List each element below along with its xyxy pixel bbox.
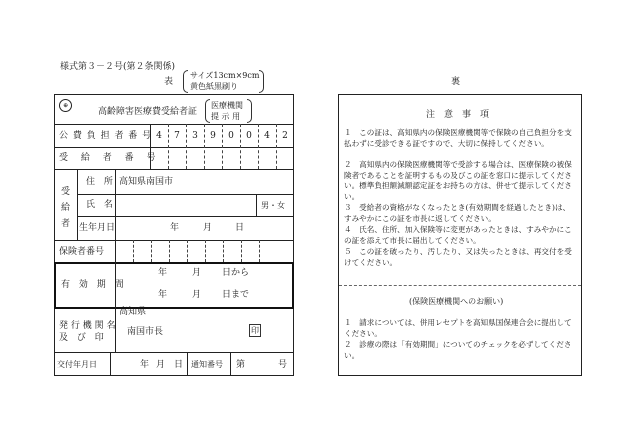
gender-value: 男・女 xyxy=(261,201,285,210)
birth-month: 月 xyxy=(203,223,213,233)
payer-digit: 0 xyxy=(228,130,234,141)
validity-from-year: 年 xyxy=(158,268,168,278)
notice-dai: 第 xyxy=(236,360,246,370)
payer-digit: 4 xyxy=(264,130,270,141)
validity-from-month: 月 xyxy=(192,268,202,278)
note-item: ４ 氏名、住所、加入保険等に変更があったときは、すみやかにこの証を添えて市長に届出してください。 xyxy=(344,225,572,245)
address-value: 高知県南国市 xyxy=(119,177,174,187)
divider xyxy=(339,285,581,286)
request-title: (保険医療機関へのお願い) xyxy=(409,297,504,306)
birth-year: 年 xyxy=(170,223,180,233)
size-note-bracket-left xyxy=(183,70,188,93)
birth-day: 日 xyxy=(235,223,245,233)
size-note: サイズ13cm×9cm xyxy=(190,71,260,80)
form-number: 様式第３－２号(第２条関係) xyxy=(60,62,176,72)
payer-digit: 9 xyxy=(210,130,216,141)
seal-mark: 印 xyxy=(251,326,259,335)
payer-digit: 0 xyxy=(246,130,252,141)
city-emblem-icon: ⊕ xyxy=(59,99,72,112)
note-item: ２ 高知県内の保険医療機関等で受診する場合は、医療保険の被保険者であることを証明するもの及びこの証を窓口に提示してください。標準負担額減額認定証をお持ちの方は、併せて提示してください。 xyxy=(344,160,572,201)
validity-label: 有 効 期 間 xyxy=(61,280,127,290)
note-item: ５ この証を破ったり、汚したり、又は失ったときは、再交付を受けてください。 xyxy=(344,247,572,267)
recipient-number-label: 受 給 者 番 号 xyxy=(59,153,161,163)
payer-number-label: 公 費 負 担 者 番 号 xyxy=(59,131,153,141)
card-title: 高齢障害医療費受給者証 xyxy=(98,107,198,117)
name-label: 氏 名 xyxy=(86,200,116,210)
payer-digit: 7 xyxy=(174,130,180,141)
present-note-bracket-left xyxy=(205,99,210,123)
issuer-label-1: 発 行 機 関 名 xyxy=(59,321,116,331)
request-item: １ 請求については、併用レセプトを高知県国保連合会に提出してください。 xyxy=(344,318,572,338)
note-item: ３ 受給者の資格がなくなったとき(有効期間を経過したとき)は、すみやかにこの証を市長に返してください。 xyxy=(344,203,571,223)
payer-digit: 2 xyxy=(282,130,288,141)
issue-year: 年 xyxy=(140,360,150,370)
note-item: １ この証は、高知県内の保険医療機関等で保険の自己負担分を支払わずに受診できる証ですので、大切に保持してください。 xyxy=(344,128,572,148)
issuer-pref: 高知県 xyxy=(119,307,147,317)
issue-day: 日 xyxy=(174,360,184,370)
size-note-bracket-right xyxy=(259,70,264,93)
present-note-bracket-right xyxy=(247,99,252,123)
present-note-2: 提 示 用 xyxy=(211,112,241,121)
insurer-number-label: 保険者番号 xyxy=(59,247,105,257)
birthdate-label: 生年月日 xyxy=(79,223,116,233)
payer-digit: 3 xyxy=(192,130,198,141)
recipient-group-label: 受 給 者 xyxy=(61,187,71,229)
issuer-mayor: 南国市長 xyxy=(127,327,164,337)
issuer-label-2: 及 び 印 xyxy=(59,333,107,343)
validity-to-month: 月 xyxy=(192,290,202,300)
issue-month: 月 xyxy=(156,360,166,370)
issue-date-label: 交付年月日 xyxy=(57,360,97,369)
notice-number-label: 通知番号 xyxy=(191,360,223,369)
request-item: ２ 診療の際は「有効期間」についてのチェックを必ずしてください。 xyxy=(344,340,572,360)
paper-note: 黄色紙黒刷り xyxy=(190,82,238,91)
front-label: 表 xyxy=(164,77,174,87)
validity-to-year: 年 xyxy=(158,290,168,300)
notes-title: 注 意 事 項 xyxy=(426,110,490,120)
validity-to-day: 日まで xyxy=(222,290,250,300)
payer-digit: 4 xyxy=(156,130,162,141)
address-label: 住 所 xyxy=(86,177,116,187)
validity-from-day: 日から xyxy=(222,268,250,278)
present-note-1: 医療機関 xyxy=(211,101,243,110)
notice-go: 号 xyxy=(278,360,288,370)
back-label: 裏 xyxy=(451,77,461,87)
